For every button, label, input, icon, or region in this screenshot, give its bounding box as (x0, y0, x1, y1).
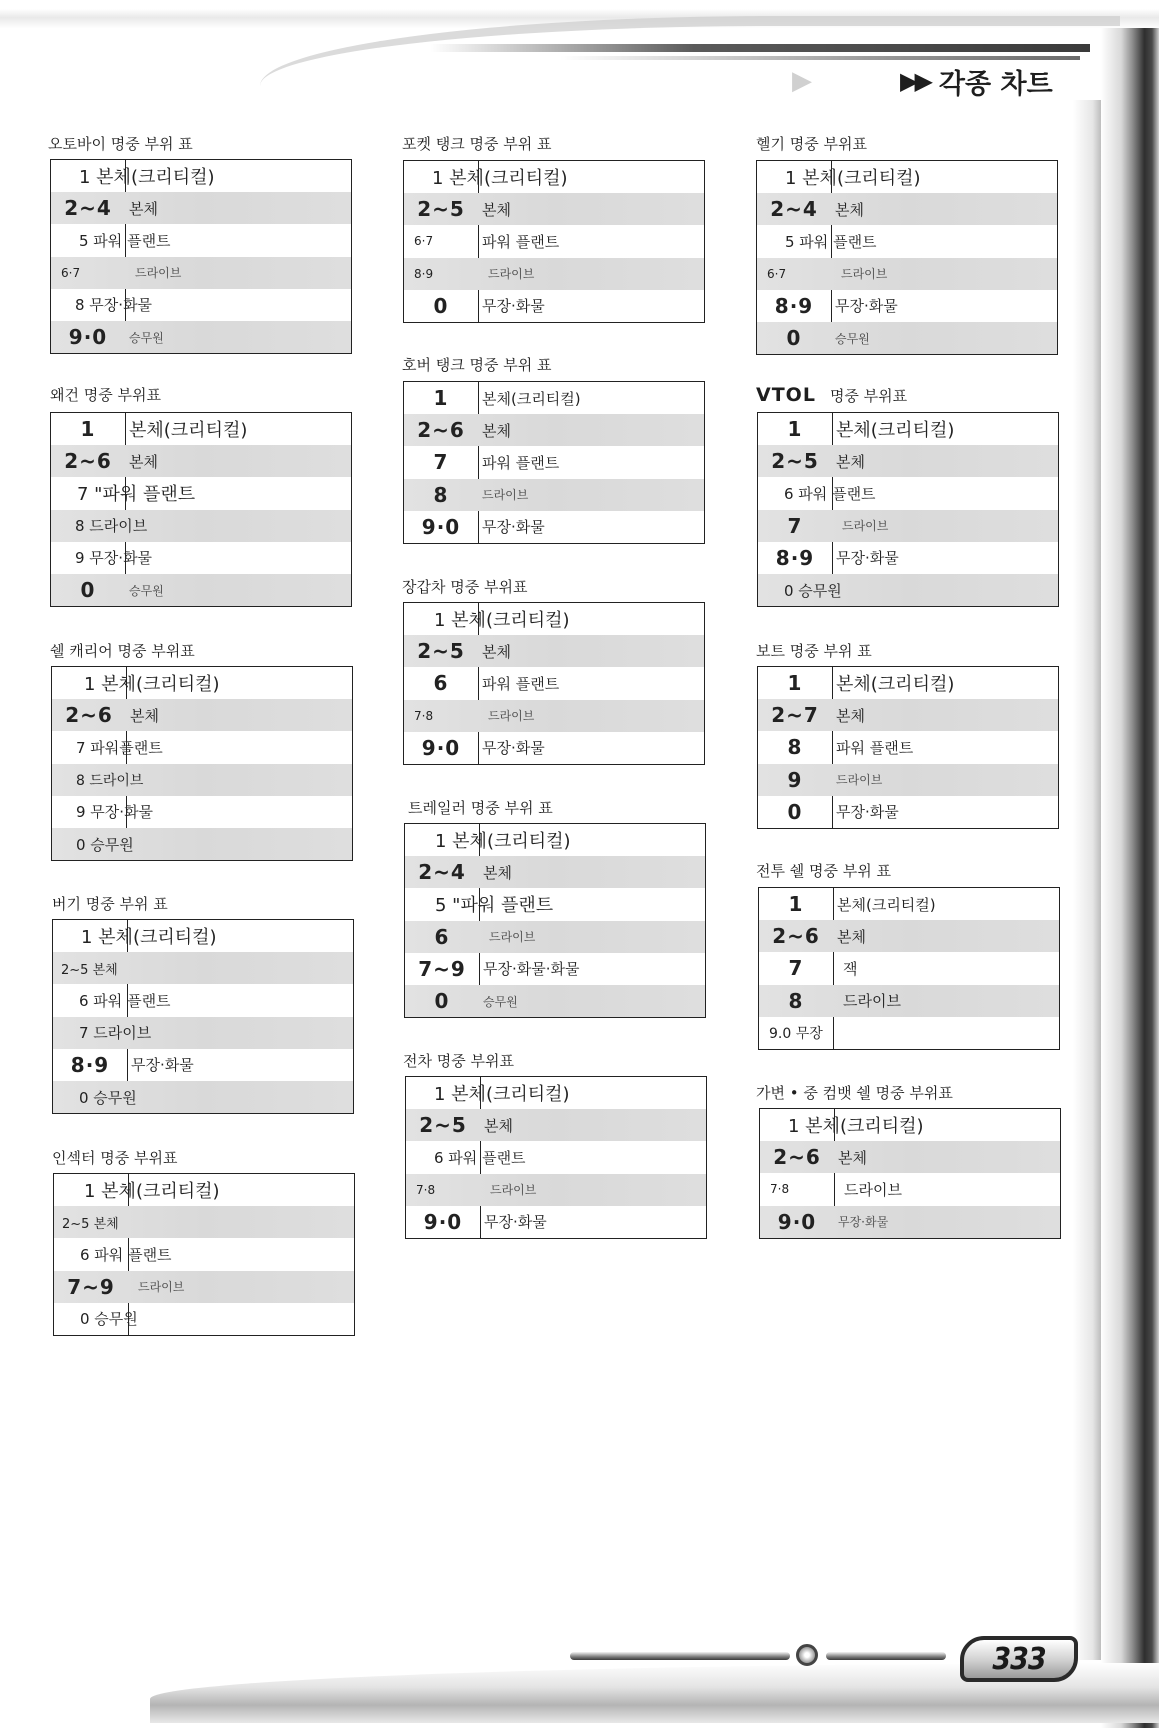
row-number: 7 "파워 (77, 484, 138, 506)
table-row (758, 445, 1058, 477)
table-row (54, 1303, 354, 1335)
row-label: (크리티컬) (135, 674, 220, 696)
table-row (54, 1238, 354, 1270)
row-label: 화물 (123, 549, 153, 568)
row-label: 플랜트 (833, 232, 877, 251)
row-number: 2~7 (771, 703, 819, 728)
row-number: 2~5 (771, 449, 819, 474)
table-row (760, 1206, 1060, 1238)
chart-title-tank: 전차 명중 부위표 (403, 1052, 514, 1070)
row-label: 본체 (129, 452, 158, 471)
chart-insector (53, 1173, 355, 1336)
row-label: 무장·화물 (482, 518, 545, 537)
row-label: 본체 (835, 200, 864, 219)
row-number: 6 파워 (79, 991, 123, 1010)
table-row (406, 1109, 706, 1141)
table-row (406, 1077, 706, 1109)
chart-title-combat-shell: 전투 쉘 명중 부위 표 (756, 862, 891, 880)
row-number: 7~9 (418, 956, 466, 981)
row-number: 8 (433, 482, 449, 507)
row-number: 8 드라이브 (76, 772, 144, 789)
table-row (758, 542, 1058, 574)
table-row (404, 635, 704, 667)
row-number: 9·0 (421, 735, 461, 760)
table-row (405, 824, 705, 856)
row-label: 플랜트 (142, 484, 196, 506)
row-number: 2~6 (772, 924, 820, 949)
chart-variable-combat-shell (759, 1108, 1061, 1239)
row-number: 8·9 (70, 1052, 110, 1077)
table-row (757, 290, 1057, 322)
chart-title-boat: 보트 명중 부위 표 (756, 642, 872, 660)
row-number: 6·7 (767, 266, 787, 281)
table-row (405, 953, 705, 985)
table-row (406, 1141, 706, 1173)
row-number: 9·0 (68, 325, 108, 350)
table-row (53, 1081, 353, 1113)
bottom-rail-right-decoration (826, 1652, 946, 1660)
row-label: 본체 (484, 1116, 513, 1135)
chart-trailer (404, 823, 706, 1018)
row-label: 무장·화물 (836, 549, 899, 568)
row-label: 드라이브 (489, 930, 536, 945)
row-number: 0 승무 (784, 581, 828, 600)
chart-title-hover-tank: 호버 탱크 명중 부위 표 (402, 356, 552, 374)
row-number: 2~6 (65, 703, 113, 728)
page-number: 333 (992, 1641, 1046, 1677)
table-row (51, 224, 351, 256)
section-header (900, 64, 1053, 98)
row-label: 잭 (843, 959, 858, 978)
row-label: 본체 (838, 1148, 867, 1167)
row-label: 파워 플랜트 (482, 453, 560, 472)
top-bar-decoration-thin (560, 56, 1080, 60)
table-row (758, 699, 1058, 731)
row-number: 0 (80, 578, 96, 603)
bottom-rail-left-decoration (570, 1652, 790, 1660)
row-number: 8·9 (775, 545, 815, 570)
row-number: 0 (433, 293, 449, 318)
row-label: 무장·화물 (835, 297, 898, 316)
row-label: (크리티컬) (836, 168, 921, 190)
row-number: 6 (433, 671, 449, 696)
table-row (759, 952, 1059, 984)
row-number: 6 파워 (80, 1245, 124, 1264)
row-label: 무장·화물 (482, 739, 545, 758)
table-row (51, 257, 351, 289)
bottom-knob-decoration (796, 1644, 818, 1666)
right-frame-inner-decoration (1073, 100, 1101, 1660)
row-label: 무장·화물 (838, 1215, 889, 1230)
row-number: 0 승무원 (76, 835, 134, 854)
row-label: 무장·화물 (484, 1213, 547, 1232)
row-number: 2~6 (64, 449, 112, 474)
row-label: 본체(크리티컬) (129, 420, 248, 442)
row-label: 드라이브 (490, 1183, 537, 1198)
chart-title-helicopter: 헬기 명중 부위표 (756, 135, 867, 153)
row-number: 0 (787, 799, 803, 824)
row-label: 본체(크리티컬) (482, 389, 581, 408)
table-row (405, 856, 705, 888)
table-row (51, 477, 351, 509)
table-row (404, 667, 704, 699)
row-label: 드라이브 (842, 519, 889, 534)
row-number: 0 승무원 (79, 1088, 137, 1107)
ghost-arrow-icon: ▶ (792, 66, 812, 96)
row-label: 승무원 (129, 583, 164, 598)
row-number: 2~4 (64, 196, 112, 221)
chart-title-trailer: 트레일러 명중 부위 표 (408, 799, 553, 817)
row-label: 무장·화물·화물 (483, 960, 580, 979)
table-row (404, 161, 704, 193)
chart-wagon (50, 412, 352, 607)
table-row (759, 1017, 1059, 1049)
row-label: 본체 (837, 927, 866, 946)
table-row (759, 985, 1059, 1017)
row-number: 1 본체 (434, 610, 486, 632)
chart-title-prefix: VTOL (756, 384, 816, 406)
row-label: (크리티컬) (485, 610, 570, 632)
right-frame-decoration (1101, 28, 1159, 1728)
row-label: 드라이브 (482, 488, 529, 503)
row-label: 무장·화물 (482, 297, 545, 316)
table-row (51, 289, 351, 321)
row-label: 드라이브 (488, 267, 535, 282)
table-row (51, 160, 351, 192)
table-row (406, 1206, 706, 1238)
row-number: 1 본체 (84, 1181, 136, 1203)
table-row (51, 574, 351, 606)
chart-title-pocket-tank: 포켓 탱크 명중 부위 표 (402, 135, 552, 153)
row-number: 9·0 (423, 1209, 463, 1234)
row-label: (크리티컬) (839, 1116, 924, 1138)
table-row (404, 193, 704, 225)
table-row (54, 1271, 354, 1303)
row-label: 화물 (123, 296, 153, 315)
row-label: 드라이브 (488, 709, 535, 724)
table-row (51, 510, 351, 542)
row-label: 화물 (124, 803, 154, 822)
chart-helicopter (756, 160, 1058, 355)
row-number: 8 (788, 988, 804, 1013)
row-number: 6 파워 (434, 1148, 478, 1167)
table-row (404, 603, 704, 635)
table-row (757, 258, 1057, 290)
table-row (404, 258, 704, 290)
double-arrow-icon: ▶▶ (900, 67, 929, 95)
row-label: 본체(크리티컬) (836, 674, 955, 696)
row-number: 5 파워 (79, 231, 123, 250)
row-number: 8 (787, 735, 803, 760)
row-label: 원 (827, 581, 842, 600)
row-label: 드라이브 (135, 266, 182, 281)
row-label: 드라이브 (138, 1280, 185, 1295)
row-number: 0 (434, 989, 450, 1014)
chart-armored-car (403, 602, 705, 765)
table-row (404, 700, 704, 732)
table-row (759, 920, 1059, 952)
table-row (757, 193, 1057, 225)
table-row (52, 796, 352, 828)
row-number: 9·0 (421, 514, 461, 539)
chart-motorcycle (50, 159, 352, 354)
row-number: 1 본체 (785, 168, 837, 190)
row-label: 플랜트 (127, 231, 171, 250)
chart-title-insector: 인섹터 명중 부위표 (52, 1149, 178, 1167)
row-number: 0 (786, 326, 802, 351)
row-number: 5 "파워 (435, 895, 496, 917)
table-row (758, 574, 1058, 606)
row-number: 2~5 (419, 1113, 467, 1138)
table-row (757, 225, 1057, 257)
row-number: 7 (433, 450, 449, 475)
table-row (758, 731, 1058, 763)
row-label: (크리티컬) (132, 927, 217, 949)
table-row (51, 413, 351, 445)
chart-hover-tank (403, 381, 705, 544)
row-number: 7 (788, 956, 804, 981)
row-number: 1 (80, 417, 96, 442)
row-label: 파워 플랜트 (482, 232, 560, 251)
row-number: 7 (787, 513, 803, 538)
row-number: 8·9 (414, 266, 434, 281)
chart-title-motorcycle: 오토바이 명중 부위 표 (48, 135, 193, 153)
row-label: (크리티컬) (483, 168, 568, 190)
table-row (760, 1109, 1060, 1141)
row-label: 승무원 (483, 994, 518, 1009)
table-row (53, 952, 353, 984)
row-label: (크리티컬) (486, 831, 571, 853)
table-row (404, 290, 704, 322)
row-label: 플랜트 (482, 1148, 526, 1167)
row-number: 7·8 (770, 1182, 790, 1197)
table-row (404, 382, 704, 414)
row-number: 1 본체 (435, 831, 487, 853)
row-label: 플랜트 (128, 1245, 172, 1264)
row-number: 6·7 (414, 234, 434, 249)
table-row (53, 1017, 353, 1049)
table-row (52, 699, 352, 731)
row-number: 1 (788, 892, 804, 917)
row-label: 플랜트 (832, 484, 876, 503)
row-number: 8·9 (774, 293, 814, 318)
table-row (760, 1141, 1060, 1173)
table-row (759, 888, 1059, 920)
row-label: 본체 (482, 200, 511, 219)
row-number: 2~5 본체 (62, 1216, 119, 1232)
row-number: 7 드라이브 (79, 1024, 152, 1043)
section-title: 각종 차트 (938, 68, 1053, 100)
table-row (54, 1174, 354, 1206)
row-number: 2~5 (417, 639, 465, 664)
table-row (52, 731, 352, 763)
table-row (404, 414, 704, 446)
table-row (53, 984, 353, 1016)
table-row (404, 225, 704, 257)
chart-title-wagon: 왜건 명중 부위표 (50, 386, 161, 404)
row-number: 8 드라이브 (75, 517, 148, 536)
row-label: 본체 (836, 706, 865, 725)
table-row (51, 192, 351, 224)
chart-shell-carrier (51, 666, 353, 861)
row-label: 본체 (482, 421, 511, 440)
row-label: 파워 플랜트 (836, 738, 914, 757)
table-row (405, 888, 705, 920)
row-number: 2~5 (417, 197, 465, 222)
row-label: 본체(크리티컬) (836, 420, 955, 442)
row-number: 0 승무원 (80, 1310, 138, 1329)
row-number: 2~6 (773, 1145, 821, 1170)
chart-title-armored-car: 장갑차 명중 부위표 (402, 578, 528, 596)
row-number: 7~9 (67, 1274, 115, 1299)
chart-combat-shell (758, 887, 1060, 1050)
row-label: 승무원 (835, 331, 870, 346)
chart-vtol (757, 412, 1059, 607)
row-number: 6·7 (61, 265, 81, 280)
row-number: 1 본체 (432, 168, 484, 190)
table-row (404, 446, 704, 478)
table-row (52, 667, 352, 699)
table-row (404, 732, 704, 764)
chart-title-buggy: 버기 명중 부위 표 (52, 895, 168, 913)
row-number: 7·8 (414, 708, 434, 723)
row-label: 본체 (130, 706, 159, 725)
row-number: 1 본체 (84, 674, 136, 696)
table-row (758, 667, 1058, 699)
row-number: 7 파워 (76, 738, 120, 757)
row-number: 1 (433, 386, 449, 411)
table-row (758, 477, 1058, 509)
row-label: 플랜트 (500, 895, 554, 917)
row-label: 승무원 (129, 330, 164, 345)
table-row (758, 510, 1058, 542)
table-row (758, 796, 1058, 828)
row-number: 9.0 무장 (769, 1025, 823, 1042)
row-label: 플랜트 (119, 738, 163, 757)
top-bar-decoration (430, 44, 1090, 52)
row-label: 파워 플랜트 (482, 674, 560, 693)
row-label: 본체 (836, 452, 865, 471)
row-number: 9 무장· (76, 803, 125, 822)
row-number: 9 (787, 767, 803, 792)
row-number: 1 본체 (788, 1116, 840, 1138)
row-number: 2~4 (770, 197, 818, 222)
chart-title-vtol (756, 384, 907, 406)
table-row (406, 1174, 706, 1206)
table-row (760, 1173, 1060, 1205)
chart-title-shell-carrier: 쉘 캐리어 명중 부위표 (50, 642, 195, 660)
table-row (405, 985, 705, 1017)
row-label: 본체 (129, 199, 158, 218)
row-number: 1 (787, 671, 803, 696)
row-label: 본체(크리티컬) (837, 895, 936, 914)
row-number: 2~5 본체 (61, 962, 118, 978)
table-row (53, 1049, 353, 1081)
table-row (758, 413, 1058, 445)
row-label: 무장·화물 (131, 1056, 194, 1075)
row-label: 드라이브 (844, 1180, 902, 1199)
table-row (405, 921, 705, 953)
chart-title-variable-combat-shell: 가변 • 중 컴뱃 쉘 명중 부위표 (756, 1084, 953, 1102)
row-label: (크리티컬) (485, 1084, 570, 1106)
chart-boat (757, 666, 1059, 829)
table-row (757, 161, 1057, 193)
table-row (758, 764, 1058, 796)
page-number-badge (960, 1636, 1078, 1682)
table-row (404, 479, 704, 511)
row-number: 9·0 (777, 1209, 817, 1234)
row-label: 본체 (482, 642, 511, 661)
chart-pocket-tank (403, 160, 705, 323)
row-number: 2~4 (418, 860, 466, 885)
table-row (52, 764, 352, 796)
row-number: 1 (787, 417, 803, 442)
table-row (757, 322, 1057, 354)
table-row (54, 1206, 354, 1238)
table-row (52, 828, 352, 860)
row-number: 1 본체 (79, 167, 131, 189)
row-number: 8 무장· (75, 296, 124, 315)
chart-title-text: 명중 부위표 (829, 387, 908, 405)
chart-buggy (52, 919, 354, 1114)
row-number: 6 (434, 924, 450, 949)
table-row (51, 321, 351, 353)
row-label: (크리티컬) (135, 1181, 220, 1203)
table-row (51, 542, 351, 574)
row-number: 7·8 (416, 1182, 436, 1197)
row-label: (크리티컬) (130, 167, 215, 189)
row-label: 드라이브 (836, 773, 883, 788)
table-row (53, 920, 353, 952)
row-number: 2~6 (417, 418, 465, 443)
row-label: 무장·화물 (836, 803, 899, 822)
chart-tank (405, 1076, 707, 1239)
row-number: 6 파워 (784, 484, 828, 503)
row-label: 드라이브 (841, 267, 888, 282)
row-label: 본체 (483, 863, 512, 882)
table-row (51, 445, 351, 477)
row-number: 1 본체 (434, 1084, 486, 1106)
row-label: 플랜트 (127, 991, 171, 1010)
row-number: 9 무장· (75, 549, 124, 568)
row-number: 5 파워 (785, 232, 829, 251)
row-number: 1 본체 (81, 927, 133, 949)
row-label: 드라이브 (843, 992, 901, 1011)
table-row (404, 511, 704, 543)
